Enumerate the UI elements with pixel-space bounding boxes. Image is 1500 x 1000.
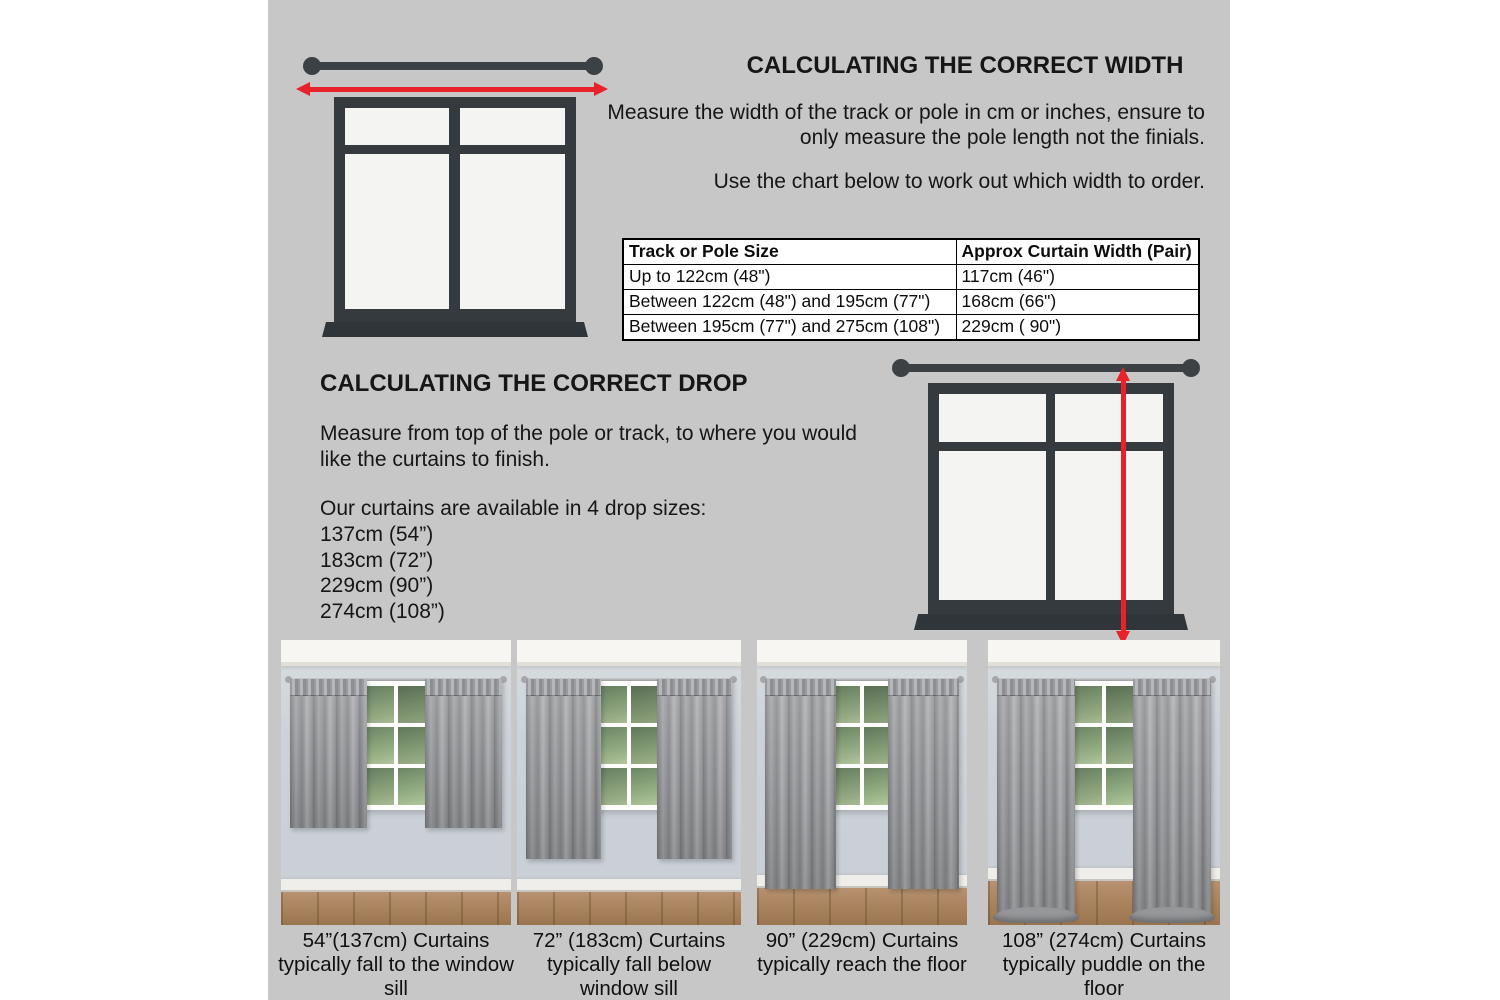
curtain-pole-diagram	[312, 62, 594, 70]
window-pane	[939, 451, 1046, 600]
ceiling	[757, 640, 967, 666]
ceiling	[988, 640, 1220, 666]
size-chart	[622, 238, 1200, 341]
curtain-photo-90in	[757, 640, 967, 925]
header-pole-size: Track or Pole Size	[623, 239, 956, 265]
right-curtain	[425, 679, 502, 828]
left-curtain	[526, 679, 601, 859]
wood-floor	[517, 892, 741, 925]
cell-curtain-width: 229cm ( 90")	[956, 315, 1199, 341]
ceiling	[281, 640, 511, 666]
size-chart-table	[622, 238, 1200, 341]
drop-size-item: 183cm (72”)	[320, 548, 434, 572]
cell-curtain-width: 117cm (46")	[956, 265, 1199, 290]
drop-sizes-list	[320, 522, 620, 624]
drop-section-title: CALCULATING THE CORRECT DROP	[320, 370, 748, 397]
window-pane	[1055, 451, 1163, 600]
window-diagram-width	[334, 97, 576, 322]
right-curtain	[888, 679, 958, 889]
drop-example-caption: 108” (274cm) Curtains typically puddle on the floor	[1002, 929, 1206, 1000]
left-curtain	[290, 679, 367, 828]
window-pane	[345, 154, 449, 309]
arrow-line	[305, 87, 599, 92]
right-curtain	[1133, 679, 1211, 918]
curtain-pole-diagram	[901, 364, 1191, 372]
baseboard	[517, 879, 741, 892]
ceiling	[517, 640, 741, 666]
window-pane	[345, 108, 449, 145]
drop-section-paragraph: Our curtains are available in 4 drop sizes:	[320, 497, 707, 520]
window-diagram-drop	[928, 383, 1174, 614]
window-pane	[1055, 394, 1163, 442]
width-section-paragraph: Measure the width of the track or pole in cm or inches, ensure to only measure the pole length not the finials.	[607, 101, 1205, 149]
curtain-photo-108in	[988, 640, 1220, 925]
arrow-right-head-icon	[594, 82, 608, 96]
cell-pole-size: Between 122cm (48") and 195cm (77")	[623, 290, 956, 315]
window-sill	[322, 322, 588, 337]
table-row	[623, 290, 1199, 315]
cell-pole-size: Up to 122cm (48")	[623, 265, 956, 290]
curtain-photo-54in	[281, 640, 511, 925]
header-curtain-width: Approx Curtain Width (Pair)	[956, 239, 1199, 265]
wood-floor	[281, 892, 511, 925]
width-section-paragraph: Use the chart below to work out which width to order.	[713, 170, 1205, 193]
left-curtain	[997, 679, 1075, 918]
arrow-line	[1121, 376, 1126, 636]
cell-curtain-width: 168cm (66")	[956, 290, 1199, 315]
table-header-row	[623, 239, 1199, 265]
window-pane	[939, 394, 1046, 442]
window-pane	[460, 108, 565, 145]
left-curtain	[765, 679, 835, 889]
drop-measure-arrow	[1116, 367, 1130, 645]
table-row	[623, 265, 1199, 290]
drop-section-paragraph: Measure from top of the pole or track, to where you would like the curtains to finish.	[320, 422, 857, 471]
width-measure-arrow	[296, 82, 608, 96]
curtain-photo-72in	[517, 640, 741, 925]
drop-example-caption: 90” (229cm) Curtains typically reach the floor	[757, 929, 967, 976]
drop-size-item: 274cm (108”)	[320, 599, 445, 623]
cell-pole-size: Between 195cm (77") and 275cm (108")	[623, 315, 956, 341]
window-sill	[914, 614, 1188, 630]
drop-example-caption: 72” (183cm) Curtains typically fall below window sill	[532, 929, 726, 1000]
right-curtain	[657, 679, 732, 859]
drop-size-item: 229cm (90”)	[320, 574, 434, 597]
drop-size-item: 137cm (54”)	[320, 523, 434, 546]
wood-floor	[757, 888, 967, 925]
window-pane	[460, 154, 565, 309]
baseboard	[281, 879, 511, 892]
width-section-title: CALCULATING THE CORRECT WIDTH	[746, 52, 1184, 79]
table-row	[623, 315, 1199, 341]
drop-example-caption: 54”(137cm) Curtains typically fall to the window sill	[278, 929, 514, 1000]
